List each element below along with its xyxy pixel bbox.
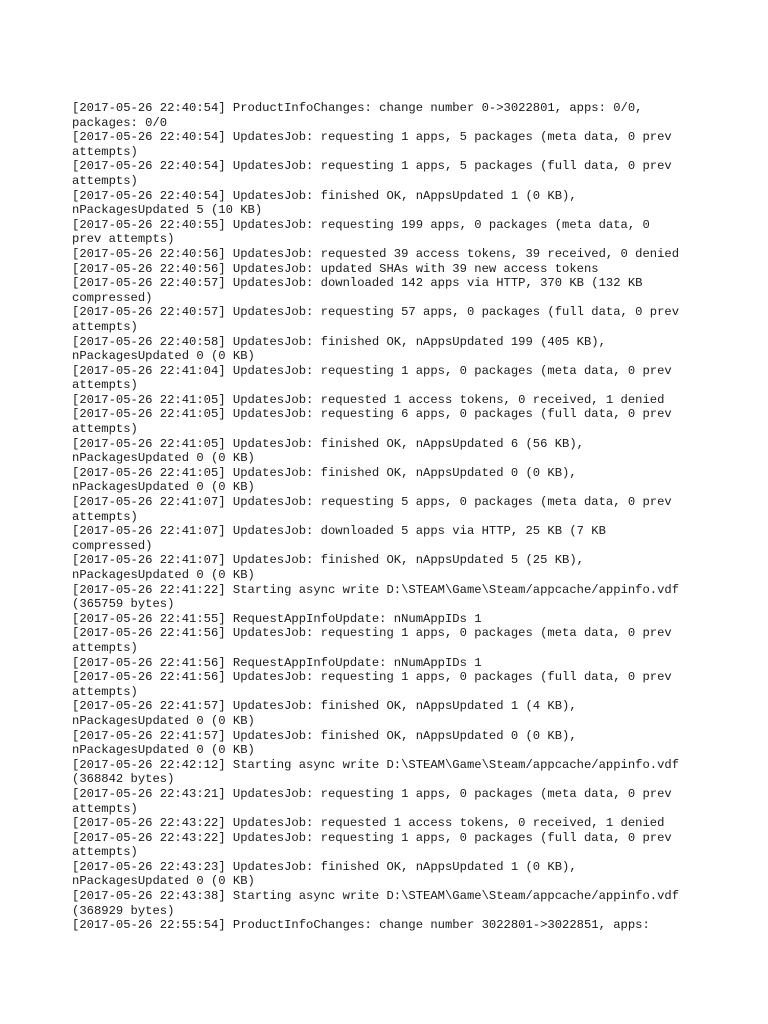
log-line: nPackagesUpdated 0 (0 KB) — [72, 713, 255, 728]
log-line: [2017-05-26 22:41:55] RequestAppInfoUpdate: nNumAppIDs 1 — [72, 611, 482, 626]
log-line: nPackagesUpdated 5 (10 KB) — [72, 203, 263, 218]
log-line: packages: 0/0 — [72, 115, 168, 130]
log-line: [2017-05-26 22:41:22] Starting async write D:\STEAM\Game\Steam/appcache/appinfo.vdf — [72, 582, 680, 597]
log-line: [2017-05-26 22:41:07] UpdatesJob: downloaded 5 apps via HTTP, 25 KB (7 KB — [72, 524, 606, 539]
log-line: [2017-05-26 22:40:57] UpdatesJob: downloaded 142 apps via HTTP, 370 KB (132 KB — [72, 276, 643, 291]
log-line: [2017-05-26 22:40:55] UpdatesJob: requesting 199 apps, 0 packages (meta data, 0 — [72, 217, 650, 232]
log-line: attempts) — [72, 845, 138, 860]
log-line: [2017-05-26 22:42:12] Starting async write D:\STEAM\Game\Steam/appcache/appinfo.vdf — [72, 757, 680, 772]
log-line: attempts) — [72, 173, 138, 188]
log-line: (368842 bytes) — [72, 772, 175, 787]
log-line: [2017-05-26 22:40:54] UpdatesJob: requesting 1 apps, 5 packages (full data, 0 prev — [72, 159, 672, 174]
log-line: [2017-05-26 22:41:05] UpdatesJob: finished OK, nAppsUpdated 0 (0 KB), — [72, 465, 577, 480]
log-line: [2017-05-26 22:41:56] UpdatesJob: requesting 1 apps, 0 packages (full data, 0 prev — [72, 670, 672, 685]
log-line: [2017-05-26 22:41:07] UpdatesJob: finished OK, nAppsUpdated 5 (25 KB), — [72, 553, 584, 568]
log-line: [2017-05-26 22:41:56] RequestAppInfoUpdate: nNumAppIDs 1 — [72, 655, 482, 670]
log-line: nPackagesUpdated 0 (0 KB) — [72, 743, 255, 758]
log-line: nPackagesUpdated 0 (0 KB) — [72, 874, 255, 889]
log-line: [2017-05-26 22:40:54] UpdatesJob: finished OK, nAppsUpdated 1 (0 KB), — [72, 188, 577, 203]
log-line: compressed) — [72, 538, 153, 553]
log-line: (365759 bytes) — [72, 597, 175, 612]
log-line: [2017-05-26 22:40:54] UpdatesJob: requesting 1 apps, 5 packages (meta data, 0 prev — [72, 130, 672, 145]
log-line: [2017-05-26 22:41:07] UpdatesJob: requesting 5 apps, 0 packages (meta data, 0 prev — [72, 495, 672, 510]
log-line: nPackagesUpdated 0 (0 KB) — [72, 451, 255, 466]
log-line: [2017-05-26 22:43:22] UpdatesJob: requesting 1 apps, 0 packages (full data, 0 prev — [72, 830, 672, 845]
log-line: [2017-05-26 22:40:57] UpdatesJob: requesting 57 apps, 0 packages (full data, 0 prev — [72, 305, 680, 320]
log-line: attempts) — [72, 801, 138, 816]
log-line: attempts) — [72, 509, 138, 524]
log-line: [2017-05-26 22:41:56] UpdatesJob: requesting 1 apps, 0 packages (meta data, 0 prev — [72, 626, 672, 641]
log-line: [2017-05-26 22:41:57] UpdatesJob: finished OK, nAppsUpdated 1 (4 KB), — [72, 699, 577, 714]
log-line: attempts) — [72, 684, 138, 699]
log-line: [2017-05-26 22:43:23] UpdatesJob: finished OK, nAppsUpdated 1 (0 KB), — [72, 859, 577, 874]
log-line: [2017-05-26 22:41:04] UpdatesJob: requesting 1 apps, 0 packages (meta data, 0 prev — [72, 363, 672, 378]
log-line: [2017-05-26 22:41:05] UpdatesJob: requesting 6 apps, 0 packages (full data, 0 prev — [72, 407, 672, 422]
log-line: nPackagesUpdated 0 (0 KB) — [72, 480, 255, 495]
log-line: [2017-05-26 22:41:57] UpdatesJob: finished OK, nAppsUpdated 0 (0 KB), — [72, 728, 577, 743]
log-line: [2017-05-26 22:43:22] UpdatesJob: requested 1 access tokens, 0 received, 1 denied — [72, 816, 665, 831]
log-line: [2017-05-26 22:41:05] UpdatesJob: finished OK, nAppsUpdated 6 (56 KB), — [72, 436, 584, 451]
log-line: [2017-05-26 22:40:56] UpdatesJob: updated SHAs with 39 new access tokens — [72, 261, 599, 276]
log-line: [2017-05-26 22:55:54] ProductInfoChanges: change number 3022801->3022851, apps: — [72, 918, 650, 933]
log-line: [2017-05-26 22:40:54] ProductInfoChanges: change number 0->3022801, apps: 0/0, — [72, 101, 643, 115]
log-line: attempts) — [72, 640, 138, 655]
log-line: [2017-05-26 22:41:05] UpdatesJob: requested 1 access tokens, 0 received, 1 denied — [72, 392, 665, 407]
log-line: [2017-05-26 22:43:38] Starting async write D:\STEAM\Game\Steam/appcache/appinfo.vdf — [72, 889, 680, 904]
log-line: attempts) — [72, 319, 138, 334]
log-line: attempts) — [72, 378, 138, 393]
log-line: nPackagesUpdated 0 (0 KB) — [72, 349, 255, 364]
log-line: prev attempts) — [72, 232, 175, 247]
log-line: nPackagesUpdated 0 (0 KB) — [72, 568, 255, 582]
log-line: [2017-05-26 22:40:56] UpdatesJob: requested 39 access tokens, 39 received, 0 denied — [72, 246, 680, 261]
log-line: attempts) — [72, 144, 138, 159]
log-line: [2017-05-26 22:40:58] UpdatesJob: finished OK, nAppsUpdated 199 (405 KB), — [72, 334, 606, 349]
log-line: compressed) — [72, 290, 153, 305]
log-line: (368929 bytes) — [72, 903, 175, 918]
log-text-block — [72, 101, 712, 933]
log-line: [2017-05-26 22:43:21] UpdatesJob: requesting 1 apps, 0 packages (meta data, 0 prev — [72, 786, 672, 801]
log-line: attempts) — [72, 422, 138, 437]
